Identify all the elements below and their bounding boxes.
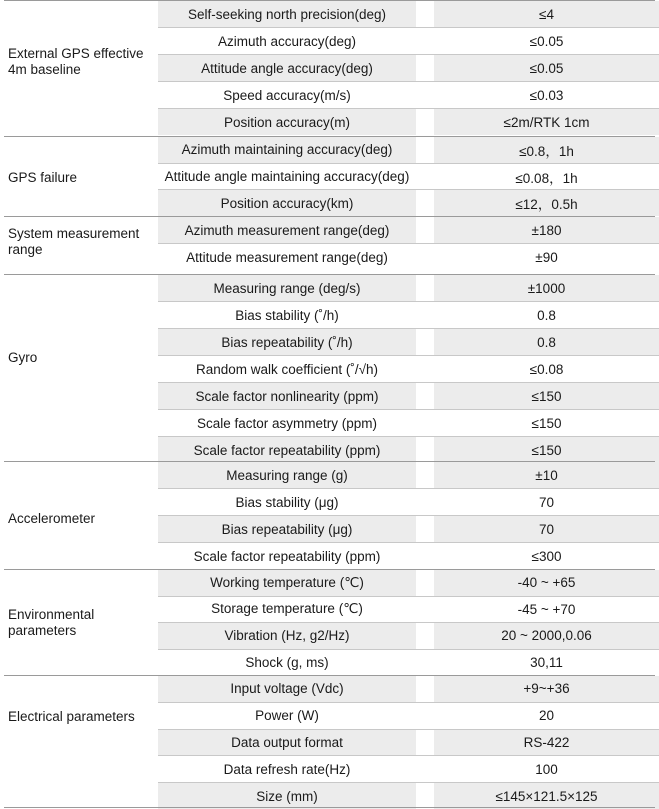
parameter-name: Measuring range (deg/s) — [213, 280, 361, 296]
row-divider — [158, 27, 659, 28]
parameter-value: ≤150 — [531, 415, 562, 431]
table-row — [158, 570, 659, 596]
parameter-name: Position accuracy(km) — [220, 195, 354, 211]
table-row — [158, 676, 659, 702]
table-row — [158, 623, 659, 649]
parameter-value: ±180 — [531, 222, 562, 238]
row-divider — [158, 301, 659, 302]
column-gap — [416, 650, 434, 676]
parameter-name: Scale factor repeatability (ppm) — [193, 548, 381, 564]
parameter-value: RS-422 — [523, 734, 570, 750]
column-gap — [416, 676, 434, 702]
parameter-name: Shock (g, ms) — [245, 654, 329, 670]
parameter-value: -45 ~ +70 — [517, 601, 576, 617]
column-gap — [416, 383, 434, 409]
parameter-name: Bias repeatability (˚/h) — [221, 334, 353, 350]
parameter-value: ≤2m/RTK 1cm — [503, 114, 590, 130]
parameter-value: ≤12，0.5h — [515, 197, 578, 213]
column-gap — [416, 516, 434, 542]
table-row — [158, 244, 659, 270]
table-row — [158, 756, 659, 782]
group-label: Gyro — [8, 350, 38, 365]
table-row — [158, 516, 659, 542]
table-row — [158, 190, 659, 216]
parameter-name: Bias repeatability (μg) — [221, 521, 353, 537]
parameter-name: Power (W) — [255, 708, 319, 724]
column-gap — [416, 356, 434, 382]
column-gap — [416, 623, 434, 649]
column-gap — [416, 489, 434, 515]
parameter-value: ≤150 — [531, 388, 562, 404]
parameter-value: 100 — [535, 761, 558, 777]
column-gap — [416, 1, 434, 27]
group-label: Electrical parameters — [8, 709, 135, 724]
group-label: External GPS effective 4m baseline — [8, 46, 144, 77]
column-gap — [416, 462, 434, 488]
column-gap — [416, 302, 434, 328]
table-row — [158, 164, 659, 190]
parameter-value: ≤145×121.5×125 — [495, 788, 598, 804]
table-row — [158, 462, 659, 488]
row-divider — [158, 782, 659, 783]
table-row — [158, 650, 659, 676]
parameter-value: ±90 — [535, 249, 558, 265]
parameter-value: 70 — [538, 521, 555, 537]
row-divider — [158, 163, 659, 164]
parameter-name: Speed accuracy(m/s) — [223, 87, 351, 103]
table-row — [158, 383, 659, 409]
parameter-value: +9~+36 — [523, 681, 570, 697]
row-divider — [158, 755, 659, 756]
parameter-name: Bias stability (μg) — [235, 494, 339, 510]
column-gap — [416, 82, 434, 108]
table-row — [158, 783, 659, 809]
parameter-value: ≤0.05 — [529, 60, 564, 76]
table-row — [158, 217, 659, 243]
parameter-value: ≤150 — [531, 442, 562, 458]
column-gap — [416, 597, 434, 623]
table-row — [158, 489, 659, 515]
row-divider — [158, 108, 659, 109]
parameter-value: 20 — [538, 708, 555, 724]
column-gap — [416, 244, 434, 270]
parameter-name: Azimuth measurement range(deg) — [184, 222, 390, 238]
row-divider — [158, 328, 659, 329]
row-divider — [158, 382, 659, 383]
column-gap — [416, 164, 434, 190]
parameter-value: ≤0.03 — [529, 87, 564, 103]
column-gap — [416, 109, 434, 135]
row-divider — [158, 702, 659, 703]
column-gap — [416, 275, 434, 301]
parameter-name: Azimuth maintaining accuracy(deg) — [181, 142, 393, 158]
row-divider — [158, 729, 659, 730]
parameter-name: Attitude angle maintaining accuracy(deg) — [164, 169, 410, 185]
group-label: System measurement range — [8, 226, 140, 257]
parameter-name: Data refresh rate(Hz) — [223, 761, 351, 777]
table-row — [158, 28, 659, 54]
column-gap — [416, 55, 434, 81]
group-label: Accelerometer — [8, 511, 96, 526]
parameter-value: ±10 — [535, 467, 558, 483]
parameter-name: Scale factor nonlinearity (ppm) — [195, 388, 379, 404]
column-gap — [416, 437, 434, 463]
parameter-value: ≤300 — [531, 548, 562, 564]
parameter-value: -40 ~ +65 — [517, 575, 576, 591]
row-divider — [158, 436, 659, 437]
parameter-name: Size (mm) — [256, 788, 318, 804]
parameter-name: Vibration (Hz, g2/Hz) — [224, 628, 350, 644]
parameter-name: Azimuth accuracy(deg) — [217, 33, 357, 49]
row-divider — [158, 54, 659, 55]
table-row — [158, 703, 659, 729]
parameter-value: ±1000 — [527, 280, 566, 296]
column-gap — [416, 730, 434, 756]
table-row — [158, 1, 659, 27]
parameter-value: 30,11 — [530, 654, 563, 670]
table-row — [158, 543, 659, 569]
parameter-value: ≤0.08，1h — [515, 170, 578, 186]
parameter-name: Input voltage (Vdc) — [230, 681, 344, 697]
parameter-name: Scale factor asymmetry (ppm) — [196, 415, 378, 431]
column-gap — [416, 137, 434, 163]
table-row — [158, 597, 659, 623]
column-gap — [416, 756, 434, 782]
table-row — [158, 109, 659, 135]
parameter-value: 20 ~ 2000,0.06 — [501, 628, 592, 644]
row-divider — [158, 649, 659, 650]
parameter-name: Data output format — [231, 734, 343, 750]
parameter-name: Position accuracy(m) — [223, 114, 351, 130]
table-row — [158, 137, 659, 163]
parameter-value: 0.8 — [537, 334, 556, 350]
table-row — [158, 410, 659, 436]
parameter-name: Attitude measurement range(deg) — [186, 249, 388, 265]
parameter-name: Storage temperature (℃) — [211, 601, 363, 617]
parameter-value: ≤0.8，1h — [519, 143, 574, 159]
column-gap — [416, 783, 434, 809]
parameter-value: ≤0.05 — [529, 33, 564, 49]
column-gap — [416, 28, 434, 54]
row-divider — [158, 189, 659, 190]
group-label: GPS failure — [8, 170, 78, 185]
row-divider — [158, 542, 659, 543]
column-gap — [416, 329, 434, 355]
parameter-name: Bias stability (˚/h) — [235, 307, 339, 323]
column-gap — [416, 410, 434, 436]
table-bottom-line — [4, 807, 655, 808]
parameter-value: 70 — [538, 494, 555, 510]
parameter-name: Working temperature (℃) — [210, 574, 364, 590]
table-row — [158, 730, 659, 756]
parameter-name: Attitude angle accuracy(deg) — [201, 60, 373, 76]
column-gap — [416, 703, 434, 729]
parameter-name: Self-seeking north precision(deg) — [187, 6, 387, 22]
table-row — [158, 275, 659, 301]
row-divider — [158, 488, 659, 489]
parameter-name: Random walk coefficient (˚/√h) — [196, 361, 378, 377]
parameter-value: ≤0.08 — [529, 361, 564, 377]
parameter-value: ≤4 — [539, 6, 554, 22]
row-divider — [158, 622, 659, 623]
row-divider — [158, 355, 659, 356]
column-gap — [416, 543, 434, 569]
table-row — [158, 82, 659, 108]
row-divider — [158, 596, 659, 597]
parameter-value: 0.8 — [537, 307, 556, 323]
table-row — [158, 329, 659, 355]
column-gap — [416, 217, 434, 243]
parameter-name: Measuring range (g) — [226, 467, 348, 483]
row-divider — [158, 409, 659, 410]
row-divider — [158, 81, 659, 82]
table-row — [158, 55, 659, 81]
column-gap — [416, 190, 434, 216]
table-row — [158, 302, 659, 328]
row-divider — [158, 515, 659, 516]
column-gap — [416, 570, 434, 596]
row-divider — [158, 243, 659, 244]
table-row — [158, 437, 659, 463]
table-row — [158, 356, 659, 382]
group-label: Environmental parameters — [8, 607, 95, 638]
parameter-name: Scale factor repeatability (ppm) — [193, 442, 381, 458]
